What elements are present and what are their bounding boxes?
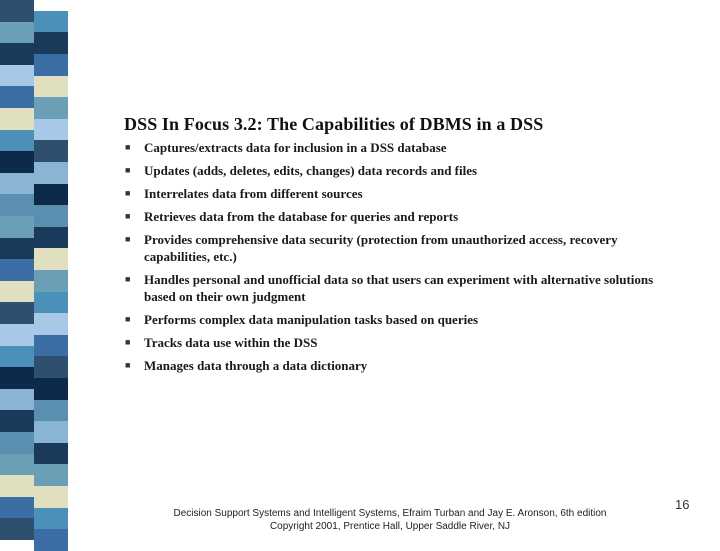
page-number: 16 [675,497,690,512]
bullet-text: Retrieves data from the database for queries and reports [144,209,459,224]
stripe-block [34,11,68,33]
stripe-block [34,140,68,162]
bullet-item [124,185,654,202]
stripe-block [0,238,34,260]
stripe-block [0,0,34,22]
bullet-item [124,357,654,374]
square-bullet-icon: ■ [125,165,131,175]
bullet-text: Captures/extracts data for inclusion in a DSS database [144,140,447,155]
bullet-item [124,334,654,351]
stripe-block [34,464,68,486]
stripe-block [0,22,34,44]
square-bullet-icon: ■ [125,142,131,152]
bullet-item [124,271,654,305]
stripe-block [34,119,68,141]
bullet-item [124,311,654,328]
stripe-block [34,184,68,206]
stripe-block [0,259,34,281]
stripe-block [0,454,34,476]
bullet-item [124,231,654,265]
square-bullet-icon: ■ [125,360,131,370]
stripe-block [0,281,34,303]
stripe-block [34,205,68,227]
stripe-block [34,270,68,292]
decorative-stripe-bar [0,0,68,540]
stripe-block [0,108,34,130]
stripe-block [34,356,68,378]
bullet-item [124,208,654,225]
stripe-block [34,162,68,184]
bullet-text: Performs complex data manipulation tasks based on queries [144,312,479,327]
square-bullet-icon: ■ [125,337,131,347]
stripe-block [34,97,68,119]
stripe-block [0,173,34,195]
stripe-block [0,302,34,324]
slide-title: DSS In Focus 3.2: The Capabilities of DBMS in a DSS [124,114,544,134]
stripe-block [0,518,34,540]
bullet-item [124,162,654,179]
stripe-block [34,508,68,530]
square-bullet-icon: ■ [125,274,131,284]
stripe-block [0,346,34,368]
bullet-text: Tracks data use within the DSS [144,335,318,350]
stripe-block [34,76,68,98]
bullet-text: Manages data through a data dictionary [144,358,368,373]
stripe-block [34,54,68,76]
stripe-block [34,313,68,335]
stripe-block [0,130,34,152]
bullet-item [124,139,654,156]
stripe-block [34,248,68,270]
stripe-block [0,432,34,454]
stripe-block [34,292,68,314]
bullet-text: Provides comprehensive data security (protection from unauthorized access, recovery capabilities, etc.) [144,232,618,264]
stripe-block [34,32,68,54]
stripe-block [0,151,34,173]
stripe-block [0,497,34,519]
stripe-block [0,216,34,238]
square-bullet-icon: ■ [125,234,131,244]
footer-citation [150,507,630,533]
stripe-block [34,227,68,249]
stripe-block [0,475,34,497]
stripe-block [0,43,34,65]
stripe-block [0,324,34,346]
square-bullet-icon: ■ [125,211,131,221]
stripe-block [34,443,68,465]
bullet-text: Handles personal and unofficial data so that users can experiment with alternative solutions based on their own judgment [144,272,654,304]
stripe-block [0,410,34,432]
stripe-block [34,421,68,443]
stripe-block [0,389,34,411]
stripe-block [34,335,68,357]
stripe-block [0,65,34,87]
stripe-block [34,378,68,400]
stripe-block [0,86,34,108]
bullet-text: Interrelates data from different sources [144,186,363,201]
square-bullet-icon: ■ [125,188,131,198]
stripe-block [0,367,34,389]
stripe-block [34,400,68,422]
stripe-block [0,194,34,216]
square-bullet-icon: ■ [125,314,131,324]
stripe-block [34,486,68,508]
footer-line-2: Copyright 2001, Prentice Hall, Upper Saddle River, NJ [269,521,511,532]
stripe-block [34,529,68,551]
bullet-text: Updates (adds, deletes, edits, changes) data records and files [144,163,478,178]
bullet-list [124,139,654,380]
footer-line-1: Decision Support Systems and Intelligent Systems, Efraim Turban and Jay E. Aronson, 6th edition [173,508,607,519]
